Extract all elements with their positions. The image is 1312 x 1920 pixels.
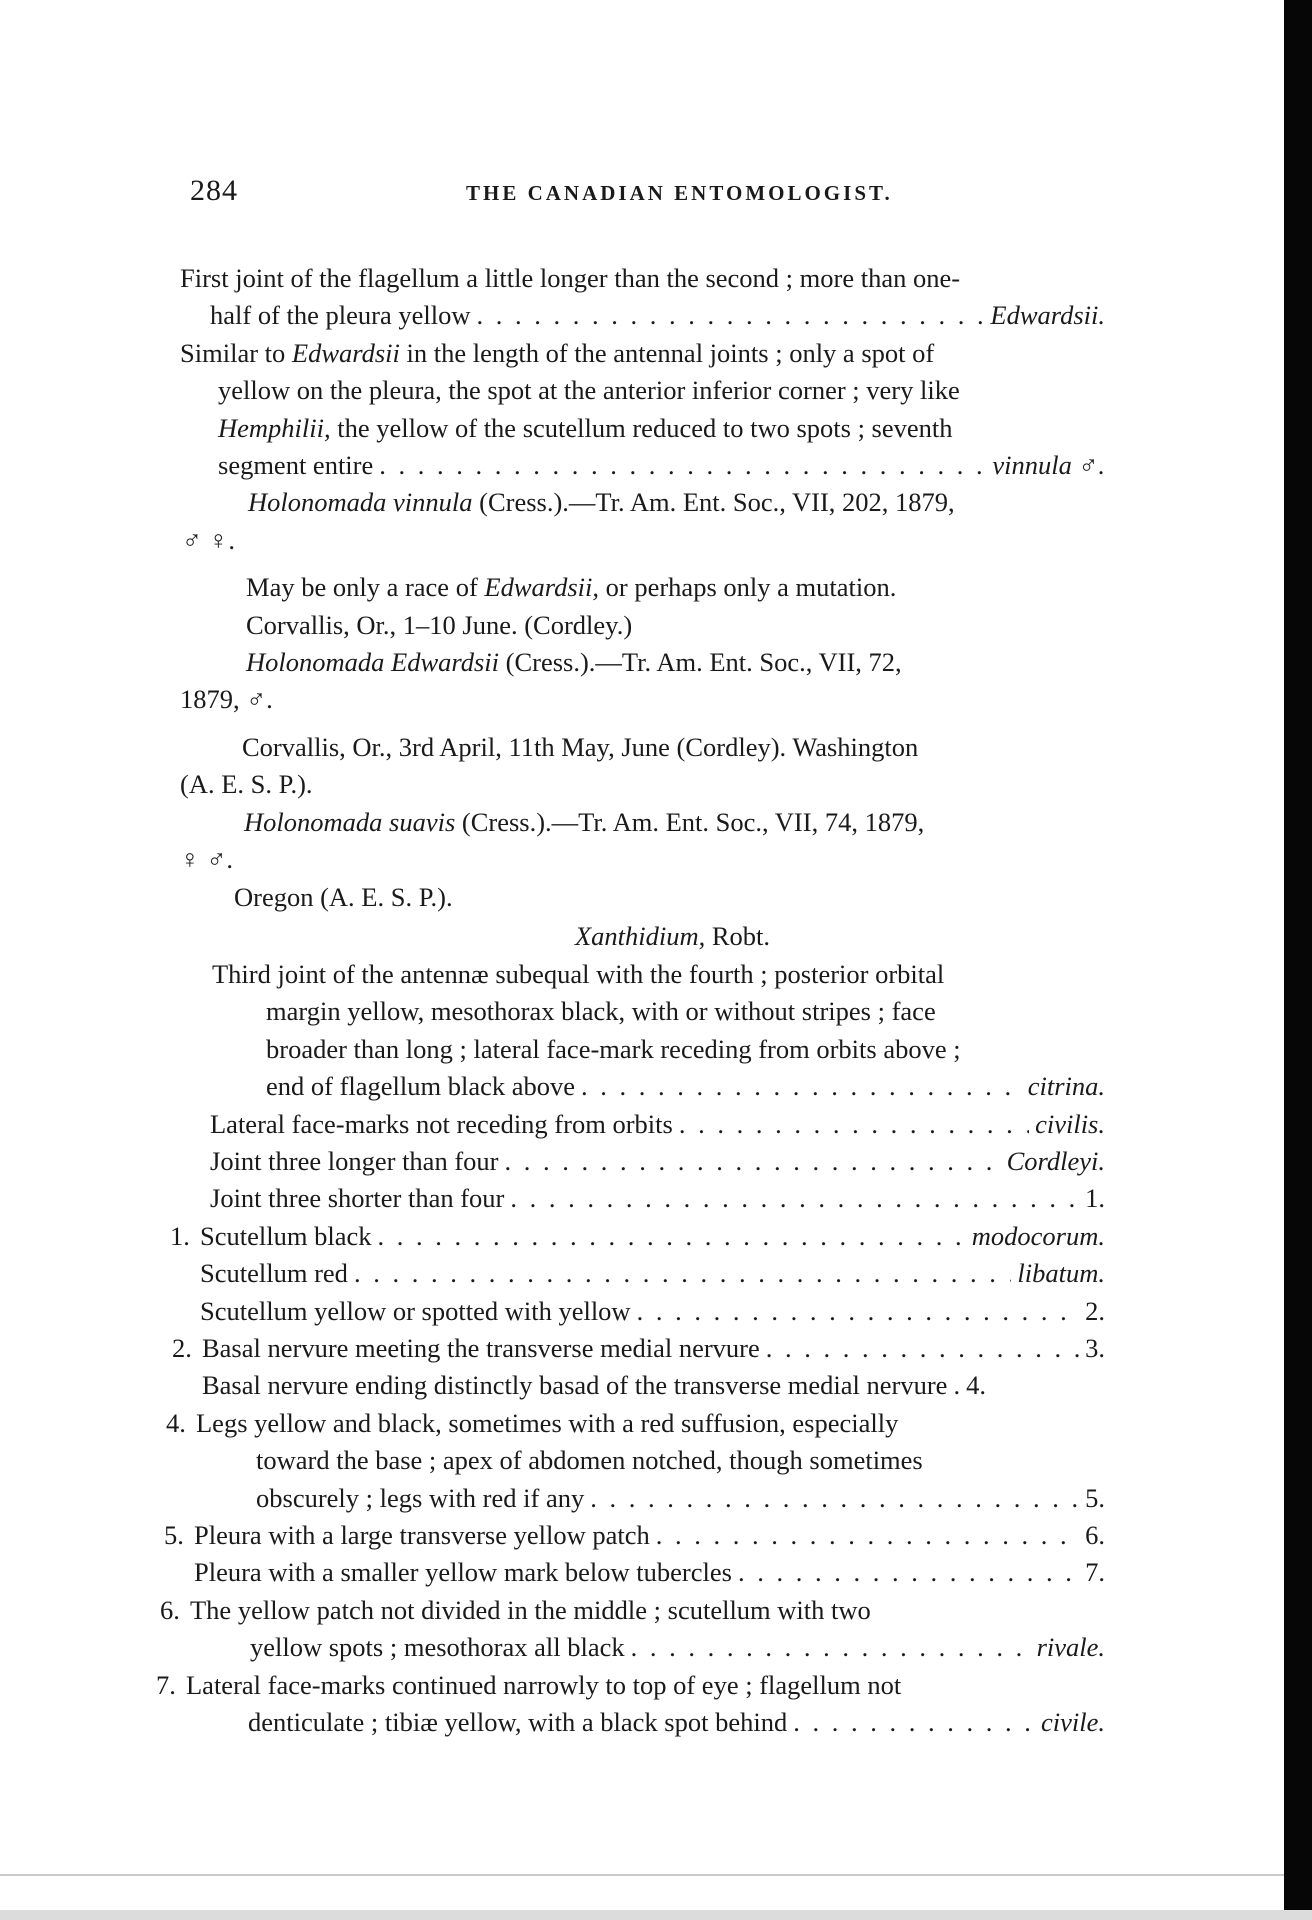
text-line: segment entire <box>218 450 374 481</box>
text-line: yellow on the pleura, the spot at the anterior inferior corner ; very like <box>218 375 960 406</box>
citation-line: Holonomada suavis (Cress.).—Tr. Am. Ent. Soc., VII, 74, 1879, <box>244 806 925 837</box>
key-entry-citrina <box>180 956 1105 1106</box>
dot-leader <box>379 447 986 484</box>
key-entry-basal-meeting: 2. Basal nervure meeting the transverse medial nervure . . . 3. <box>180 1330 1105 1367</box>
citation-year: 1879, ♂. <box>180 684 273 715</box>
dot-leader <box>581 1068 1022 1105</box>
text-line: denticulate ; tibiæ yellow, with a black spot behind <box>248 1707 788 1738</box>
text-line: First joint of the flagellum a little longer than the second ; more than one- <box>180 263 961 293</box>
species-name: vinnula ♂. <box>992 450 1105 481</box>
key-entry-libatum: Scutellum red . . . libatum. <box>180 1255 1105 1292</box>
text-line: Similar to Edwardsii in the length of the antennal joints ; only a spot of <box>180 337 935 368</box>
key-entry-civile: 7. Lateral face-marks continued narrowly to top of eye ; flagellum not denticulate ; tibiæ yellow, with a black spot behind . . . civile. <box>180 1667 1105 1742</box>
sex-symbols: ♂ ♀. <box>182 524 235 555</box>
locality-line: Corvallis, Or., 1–10 June. (Cordley.) <box>246 609 633 640</box>
text-line: toward the base ; apex of abdomen notched, though sometimes <box>256 1445 923 1476</box>
text-line: obscurely ; legs with red if any <box>256 1482 585 1513</box>
locality-line: (A. E. S. P.). <box>180 769 313 800</box>
scan-edge-right <box>1284 0 1312 1920</box>
text-line: Hemphilii, the yellow of the scutellum reduced to two spots ; seventh <box>218 412 953 443</box>
text-line: Legs yellow and black, sometimes with a red suffusion, especially <box>196 1407 899 1438</box>
text-line: end of flagellum black above <box>266 1071 576 1102</box>
key-entry-pleura-small: Pleura with a smaller yellow mark below tubercles . . . 7. <box>180 1554 1105 1591</box>
key-entry-joint-shorter: Joint three shorter than four . . . 1. <box>180 1180 1105 1217</box>
locality-line: Oregon (A. E. S. P.). <box>234 881 453 912</box>
species-entry-vinnula <box>180 484 1105 644</box>
key-couplet-vinnula <box>180 335 1105 485</box>
key-couplet-edwardsii <box>180 260 1105 335</box>
locality-line: Corvallis, Or., 3rd April, 11th May, June (Cordley). Washington <box>242 731 919 762</box>
genus-heading: Xanthidium, Robt. <box>574 920 771 951</box>
species-entry-edwardsii <box>180 644 1105 804</box>
key-entry-pleura-large: 5. Pleura with a large transverse yellow patch . . . 6. <box>180 1517 1105 1554</box>
text-line: broader than long ; lateral face-mark receding from orbits above ; <box>266 1033 961 1064</box>
note-line: May be only a race of Edwardsii, or perhaps only a mutation. <box>246 572 897 603</box>
page-body <box>156 260 1105 1741</box>
page-number: 284 <box>190 174 238 207</box>
species-name: citrina. <box>1027 1071 1105 1102</box>
dot-leader <box>476 297 984 334</box>
text-line: The yellow patch not divided in the middle ; scutellum with two <box>190 1594 871 1625</box>
key-entry-basal-basad: Basal nervure ending distinctly basad of the transverse medial nervure . 4. <box>202 1370 986 1401</box>
key-entry-scutellum-yellow: Scutellum yellow or spotted with yellow . . . 2. <box>180 1293 1105 1330</box>
text-line: half of the pleura yellow <box>210 300 471 331</box>
text-line: Third joint of the antennæ subequal with the fourth ; posterior orbital <box>212 958 945 989</box>
text-line: yellow spots ; mesothorax all black <box>250 1632 625 1663</box>
citation-line: Holonomada vinnula (Cress.).—Tr. Am. Ent. Soc., VII, 202, 1879, <box>248 487 955 518</box>
species-entry-suavis <box>180 804 1105 916</box>
key-entry-legs: 4. Legs yellow and black, sometimes with a red suffusion, especially toward the base ; apex of abdomen notched, though sometimes obscurely ; legs with red if any . . . 5. <box>180 1405 1105 1517</box>
key-entry-rivale: 6. The yellow patch not divided in the middle ; scutellum with two yellow spots ; mesothorax all black . . . rivale. <box>180 1592 1105 1667</box>
scan-edge-bottom <box>0 1910 1312 1920</box>
text-line: margin yellow, mesothorax black, with or without stripes ; face <box>266 996 936 1027</box>
text-line: Lateral face-marks continued narrowly to top of eye ; flagellum not <box>186 1669 902 1700</box>
key-entry-modocorum: 1. Scutellum black . . . modocorum. <box>180 1218 1105 1255</box>
species-name: Edwardsii. <box>990 300 1105 331</box>
sex-symbols: ♀ ♂. <box>180 844 233 875</box>
citation-line: Holonomada Edwardsii (Cress.).—Tr. Am. Ent. Soc., VII, 72, <box>246 647 902 678</box>
running-title: THE CANADIAN ENTOMOLOGIST. <box>466 181 893 205</box>
key-entry-cordleyi: Joint three longer than four . . . Cordleyi. <box>180 1143 1105 1180</box>
scan-fold-line <box>0 1874 1284 1876</box>
key-entry-civilis: Lateral face-marks not receding from orbits . . . civilis. <box>180 1106 1105 1143</box>
